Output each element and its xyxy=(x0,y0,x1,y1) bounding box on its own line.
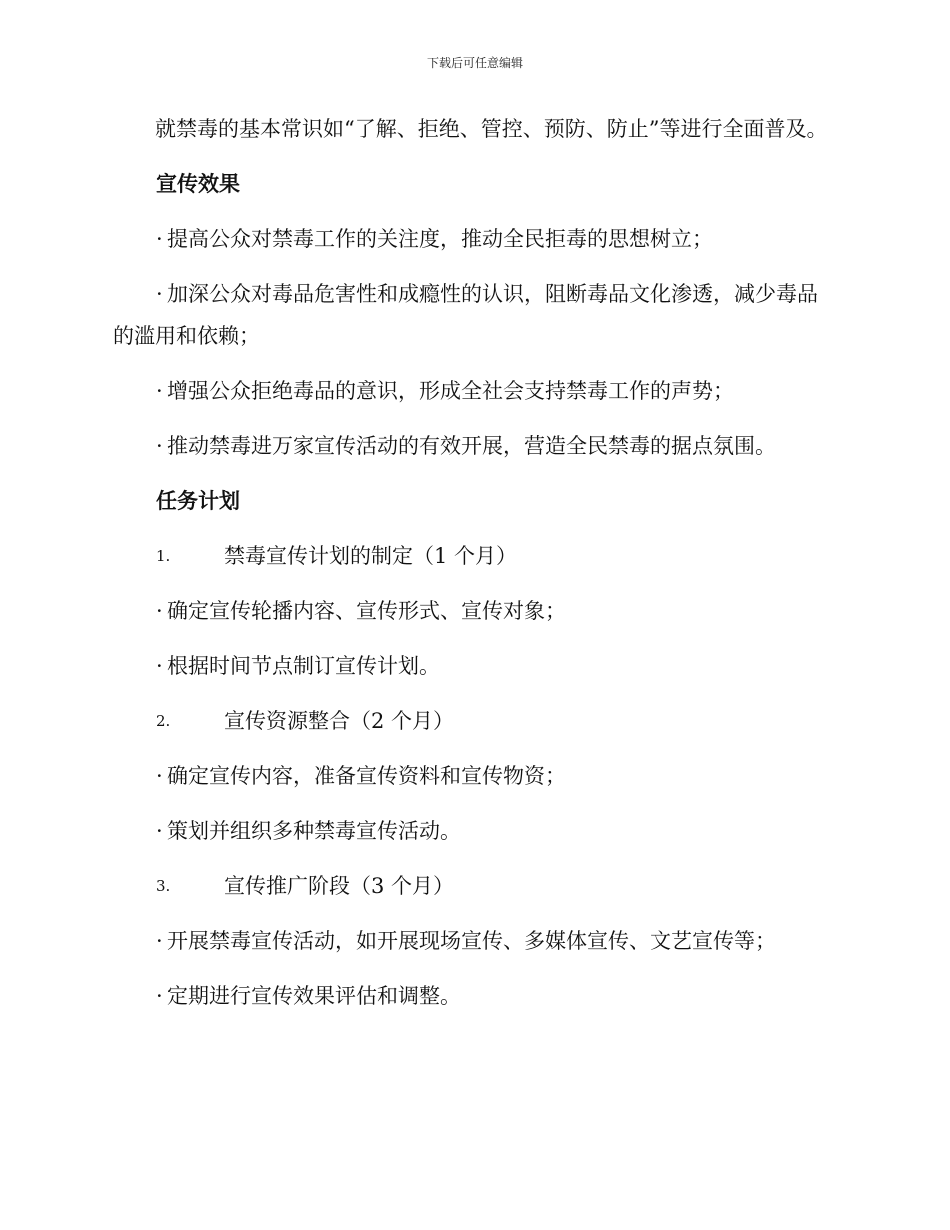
numbered-step xyxy=(113,865,835,907)
bullet-text: 加深公众对毒品危害性和成瘾性的认识，阻断毒品文化渗透，减少毒品的滥用和依赖； xyxy=(113,282,818,348)
bullet-item xyxy=(113,370,835,412)
document-body xyxy=(113,108,835,1030)
bullet-text: 策划并组织多种禁毒宣传活动。 xyxy=(167,819,461,843)
bullet-item xyxy=(113,218,835,260)
bullet-item xyxy=(113,273,835,357)
bullet-mark: · xyxy=(156,227,163,251)
bullet-text: 确定宣传内容，准备宣传资料和宣传物资； xyxy=(167,764,566,788)
section-heading-effects: 宣传效果 xyxy=(156,172,240,196)
bullet-mark: · xyxy=(156,599,163,623)
bullet-item xyxy=(113,920,835,962)
bullet-text: 开展禁毒宣传活动，如开展现场宣传、多媒体宣传、文艺宣传等； xyxy=(167,929,776,953)
bullet-text: 提高公众对禁毒工作的关注度，推动全民拒毒的思想树立； xyxy=(167,227,713,251)
intro-paragraph: 就禁毒的基本常识如“了解、拒绝、管控、预防、防止”等进行全面普及。 xyxy=(155,117,828,141)
bullet-item xyxy=(113,425,835,467)
step-title: 宣传资源整合（2 个月） xyxy=(224,709,455,733)
bullet-mark: · xyxy=(156,282,163,306)
bullet-item xyxy=(113,975,835,1017)
bullet-mark: · xyxy=(156,984,163,1008)
bullet-text: 确定宣传轮播内容、宣传形式、宣传对象； xyxy=(167,599,566,623)
bullet-item xyxy=(113,590,835,632)
bullet-mark: · xyxy=(156,434,163,458)
bullet-mark: · xyxy=(156,819,163,843)
step-number: 3. xyxy=(156,877,171,895)
bullet-text: 增强公众拒绝毒品的意识，形成全社会支持禁毒工作的声势； xyxy=(167,379,734,403)
bullet-mark: · xyxy=(156,764,163,788)
bullet-mark: · xyxy=(156,379,163,403)
bullet-item xyxy=(113,645,835,687)
section-heading-plan: 任务计划 xyxy=(156,489,240,513)
step-title: 禁毒宣传计划的制定（1 个月） xyxy=(224,544,518,568)
step-number: 1. xyxy=(156,547,171,565)
bullet-mark: · xyxy=(156,929,163,953)
bullet-text: 推动禁毒进万家宣传活动的有效开展，营造全民禁毒的据点氛围。 xyxy=(167,434,776,458)
bullet-item xyxy=(113,755,835,797)
bullet-text: 定期进行宣传效果评估和调整。 xyxy=(167,984,461,1008)
bullet-mark: · xyxy=(156,654,163,678)
step-number: 2. xyxy=(156,712,171,730)
step-title: 宣传推广阶段（3 个月） xyxy=(224,874,455,898)
page-header: 下载后可任意编辑 xyxy=(426,56,523,70)
numbered-step xyxy=(113,535,835,577)
bullet-text: 根据时间节点制订宣传计划。 xyxy=(167,654,440,678)
bullet-item xyxy=(113,810,835,852)
numbered-step xyxy=(113,700,835,742)
